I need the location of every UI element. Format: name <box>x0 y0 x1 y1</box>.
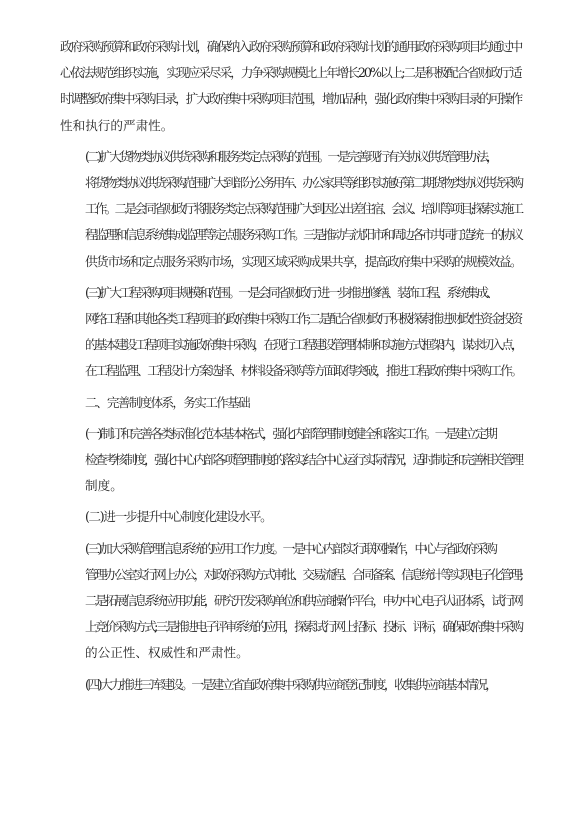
text-line: (四)大力推进三库建设。一是建立省直政府集中采购供应商登记制度，收集供应商基本情况， <box>85 676 496 692</box>
text-line: 工作。二是会同省财政厅将服务类定点采购范围扩大到因公出差住宿、会议、培训等项目;探索实施工 <box>85 201 522 217</box>
text-line: 时调整政府集中采购目录，扩大政府集中采购项目范围，增加品种，强化政府集中采购目录的可操作 <box>60 91 522 107</box>
paragraph <box>60 144 521 275</box>
text-line: 二、完善制度体系，务实工作基础 <box>85 394 249 410</box>
paragraph <box>60 672 521 698</box>
text-line: 网络工程和其他各类工程项目的政府集中采购工作;二是配合省财政厅积极探索推进财政性资金投资 <box>85 311 521 327</box>
text-line: 检查考核制度，强化中心内部各项管理制度的落实;结合中心运行实际情况，适时制定和完善相关管理 <box>85 452 522 468</box>
paragraph <box>60 34 521 139</box>
text-line: (三)加大采购管理信息系统的应用工作力度。一是中心内部实行联网操作，中心与省政府采购 <box>85 540 496 556</box>
text-line: 程监理和信息系统集成监理等定点服务采购工作。三是推动与沈阳市和周边各市共同打造统一的协议 <box>85 227 522 243</box>
text-line: (二)扩大货物类协议供货采购和服务类定点采购的范围。一是完善现行有关协议供货管理办法， <box>85 148 497 164</box>
text-line: 供货市场和定点服务采购市场，实现区域采购成果共享，提高政府集中采购的规模效益。 <box>85 253 522 269</box>
paragraph <box>60 280 521 385</box>
text-line: (二)进一步提升中心制度化建设水平。 <box>85 509 272 525</box>
text-line: 的基本建设工程项目实施政府集中采购，在现行工程建设管理体制和实施方式框架内，谋求切入点， <box>85 337 522 353</box>
paragraph <box>60 390 521 416</box>
text-line: 政府采购预算和政府采购计划，确保纳入政府采购预算和政府采购计划的通用政府采购项目均通过中 <box>60 39 522 54</box>
document-body <box>60 34 521 703</box>
text-line: 上竞价采购方式;三是推进电子评审系统的应用，探索试行网上招标、投标、评标，确保政府集中采购 <box>85 619 522 635</box>
text-line: 管理办公室实行网上办公，对政府采购方式审批、交易流程、合同备案、信息统计等实现电子化管理; <box>85 566 522 582</box>
text-line: (三)扩大工程采购项目规模和范围。一是会同省财政厅进一步推进修缮、装饰工程、系统集成、 <box>85 284 497 300</box>
text-line: 性和执行的严肃性。 <box>60 117 174 133</box>
text-line: 将货物类协议供货采购范围扩大到部分公务用车、办公家具等;组织实施好第二期货物类协议供货采购 <box>85 175 522 191</box>
paragraph <box>60 421 521 500</box>
paragraph <box>60 536 521 667</box>
text-line: 心依法规范组织实施，实现应采尽采，力争采购规模比上年增长20%以上;二是积极配合省财政厅适 <box>60 65 521 81</box>
text-line: 在工程监理、工程设计方案选择、材料设备采购等方面取得突破，推进工程政府集中采购工作。 <box>85 363 521 379</box>
text-line: 的公正性、权威性和严肃性。 <box>85 645 249 661</box>
text-line: 制度。 <box>85 478 123 494</box>
text-line: (一)制订和完善各类标准化范本基本格式，强化内部管理制度健全和落实工作。一是建立定期 <box>85 425 496 441</box>
text-line: 二是拓展信息系统应用功能，研究开发采购单位和供应商操作平台，申办中心电子认证体系，试行网 <box>85 593 522 609</box>
paragraph <box>60 504 521 530</box>
